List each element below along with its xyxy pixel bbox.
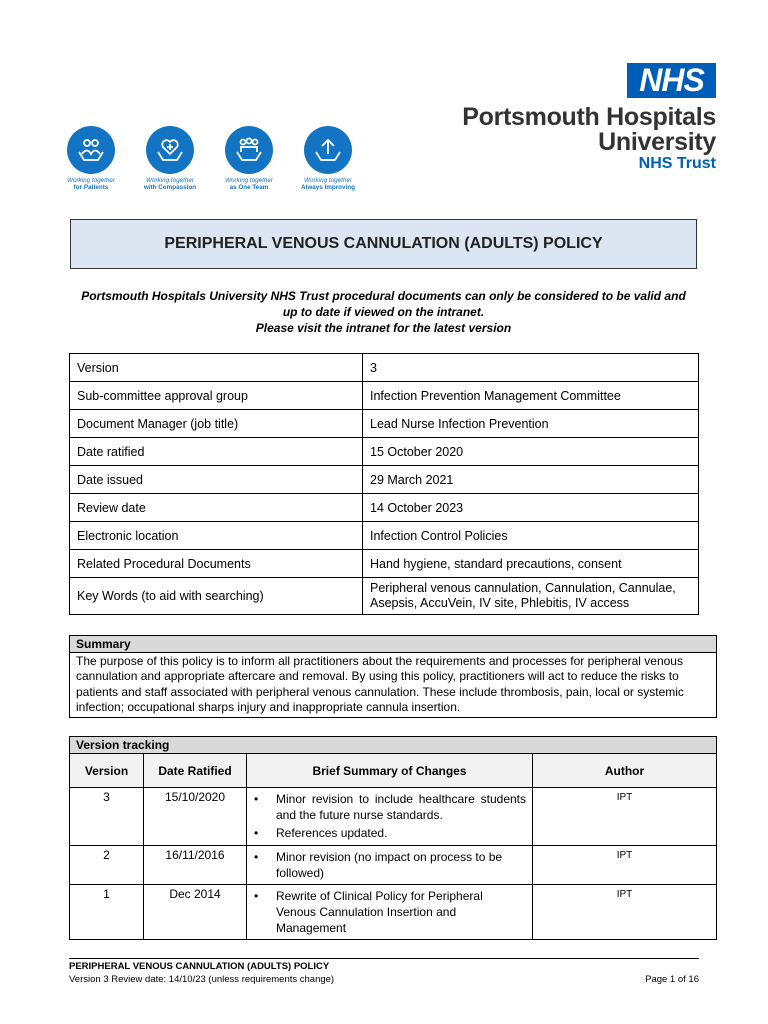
table-row (70, 382, 699, 410)
org-name-line1: Portsmouth Hospitals (462, 103, 716, 131)
notice-line: up to date if viewed on the intranet. (282, 305, 485, 319)
column-header-version: Version (70, 754, 144, 788)
info-value: 15 October 2020 (363, 438, 699, 466)
summary-text: The purpose of this policy is to inform all practitioners about the requirements and processes for peripheral venous cannulation and appropriate aftercare and removal. By using this policy, practitioners will act to reduce the risks to patients and staff associated with peripheral venous cannulation. These include thrombosis, pain, local or systemic infection; occupational sharps injury and inappropriate cannula insertion. (76, 654, 684, 714)
changes-list (248, 888, 526, 936)
change-item: • References updated. (276, 825, 526, 841)
value-top-text: Working together (225, 177, 273, 184)
version-cell: 1 (70, 885, 144, 940)
date-cell: Dec 2014 (144, 885, 247, 940)
change-item: • Minor revision (no impact on process to be followed) (276, 849, 526, 881)
info-value: 14 October 2023 (363, 494, 699, 522)
table-row (70, 494, 699, 522)
footer-title: PERIPHERAL VENOUS CANNULATION (ADULTS) POLICY (69, 961, 330, 972)
version-tracking-heading: Version tracking (70, 737, 717, 754)
table-row (70, 578, 699, 615)
change-item: • Minor revision to include healthcare students and the future nurse standards. (276, 791, 526, 823)
trust-values-icons (56, 126, 376, 196)
document-title: PERIPHERAL VENOUS CANNULATION (ADULTS) POLICY (164, 235, 603, 252)
author-cell: IPT (533, 788, 717, 846)
author-cell: IPT (533, 885, 717, 940)
compassion-icon (146, 126, 194, 174)
date-cell: 16/11/2016 (144, 846, 247, 885)
info-label: Document Manager (job title) (70, 410, 363, 438)
value-bottom-text: for Patients (73, 184, 109, 191)
improving-icon (304, 126, 352, 174)
date-cell: 15/10/2020 (144, 788, 247, 846)
value-top-text: Working together (67, 177, 115, 184)
value-team (214, 126, 284, 191)
patients-icon (67, 126, 115, 174)
table-row (70, 410, 699, 438)
table-row (70, 466, 699, 494)
info-label: Review date (70, 494, 363, 522)
document-title-box (70, 219, 697, 269)
footer-version: Version 3 Review date: 14/10/23 (unless requirements change) (69, 974, 335, 985)
value-bottom-text: Always Improving (301, 184, 355, 191)
notice-line: Please visit the intranet for the latest version (255, 321, 512, 335)
info-value: 3 (363, 354, 699, 382)
column-header-changes: Brief Summary of Changes (247, 754, 533, 788)
version-tracking-table (69, 736, 717, 940)
info-value: Lead Nurse Infection Prevention (363, 410, 699, 438)
info-value: Peripheral venous cannulation, Cannulation, Cannulae, Asepsis, AccuVein, IV site, Phlebitis, IV access (363, 578, 699, 615)
value-bottom-text: with Compassion (143, 184, 197, 191)
table-row (70, 354, 699, 382)
org-name-line3: NHS Trust (638, 155, 716, 172)
value-top-text: Working together (304, 177, 352, 184)
info-label: Related Procedural Documents (70, 550, 363, 578)
table-row (70, 550, 699, 578)
changes-list (248, 791, 526, 841)
version-cell: 3 (70, 788, 144, 846)
table-row (70, 846, 717, 885)
value-compassion (135, 126, 205, 191)
info-label: Date issued (70, 466, 363, 494)
page-footer (69, 958, 699, 985)
table-row (70, 885, 717, 940)
column-header-author: Author (533, 754, 717, 788)
table-row (70, 788, 717, 846)
info-label: Electronic location (70, 522, 363, 550)
info-label: Version (70, 354, 363, 382)
team-icon (225, 126, 273, 174)
summary-box (69, 635, 717, 718)
changes-list (248, 849, 526, 881)
column-header-date: Date Ratified (144, 754, 247, 788)
info-value: Infection Prevention Management Committee (363, 382, 699, 410)
info-value: Hand hygiene, standard precautions, consent (363, 550, 699, 578)
validity-notice (70, 288, 697, 336)
summary-heading: Summary (70, 636, 716, 653)
table-row (70, 438, 699, 466)
author-cell: IPT (533, 846, 717, 885)
info-label: Key Words (to aid with searching) (70, 578, 363, 615)
value-patients (56, 126, 126, 191)
change-item: • Rewrite of Clinical Policy for Peripheral Venous Cannulation Insertion and Management (276, 888, 526, 936)
info-label: Sub-committee approval group (70, 382, 363, 410)
value-improving (293, 126, 363, 191)
nhs-logo: NHS (627, 63, 716, 98)
info-value: 29 March 2021 (363, 466, 699, 494)
page-number: Page 1 of 16 (645, 974, 699, 985)
org-name-line2: University (598, 128, 716, 156)
value-top-text: Working together (146, 177, 194, 184)
info-value: Infection Control Policies (363, 522, 699, 550)
table-row (70, 522, 699, 550)
value-bottom-text: as One Team (229, 184, 269, 191)
notice-line: Portsmouth Hospitals University NHS Trust procedural documents can only be considered to be valid and (81, 289, 686, 303)
document-info-table (69, 353, 699, 615)
version-cell: 2 (70, 846, 144, 885)
info-label: Date ratified (70, 438, 363, 466)
